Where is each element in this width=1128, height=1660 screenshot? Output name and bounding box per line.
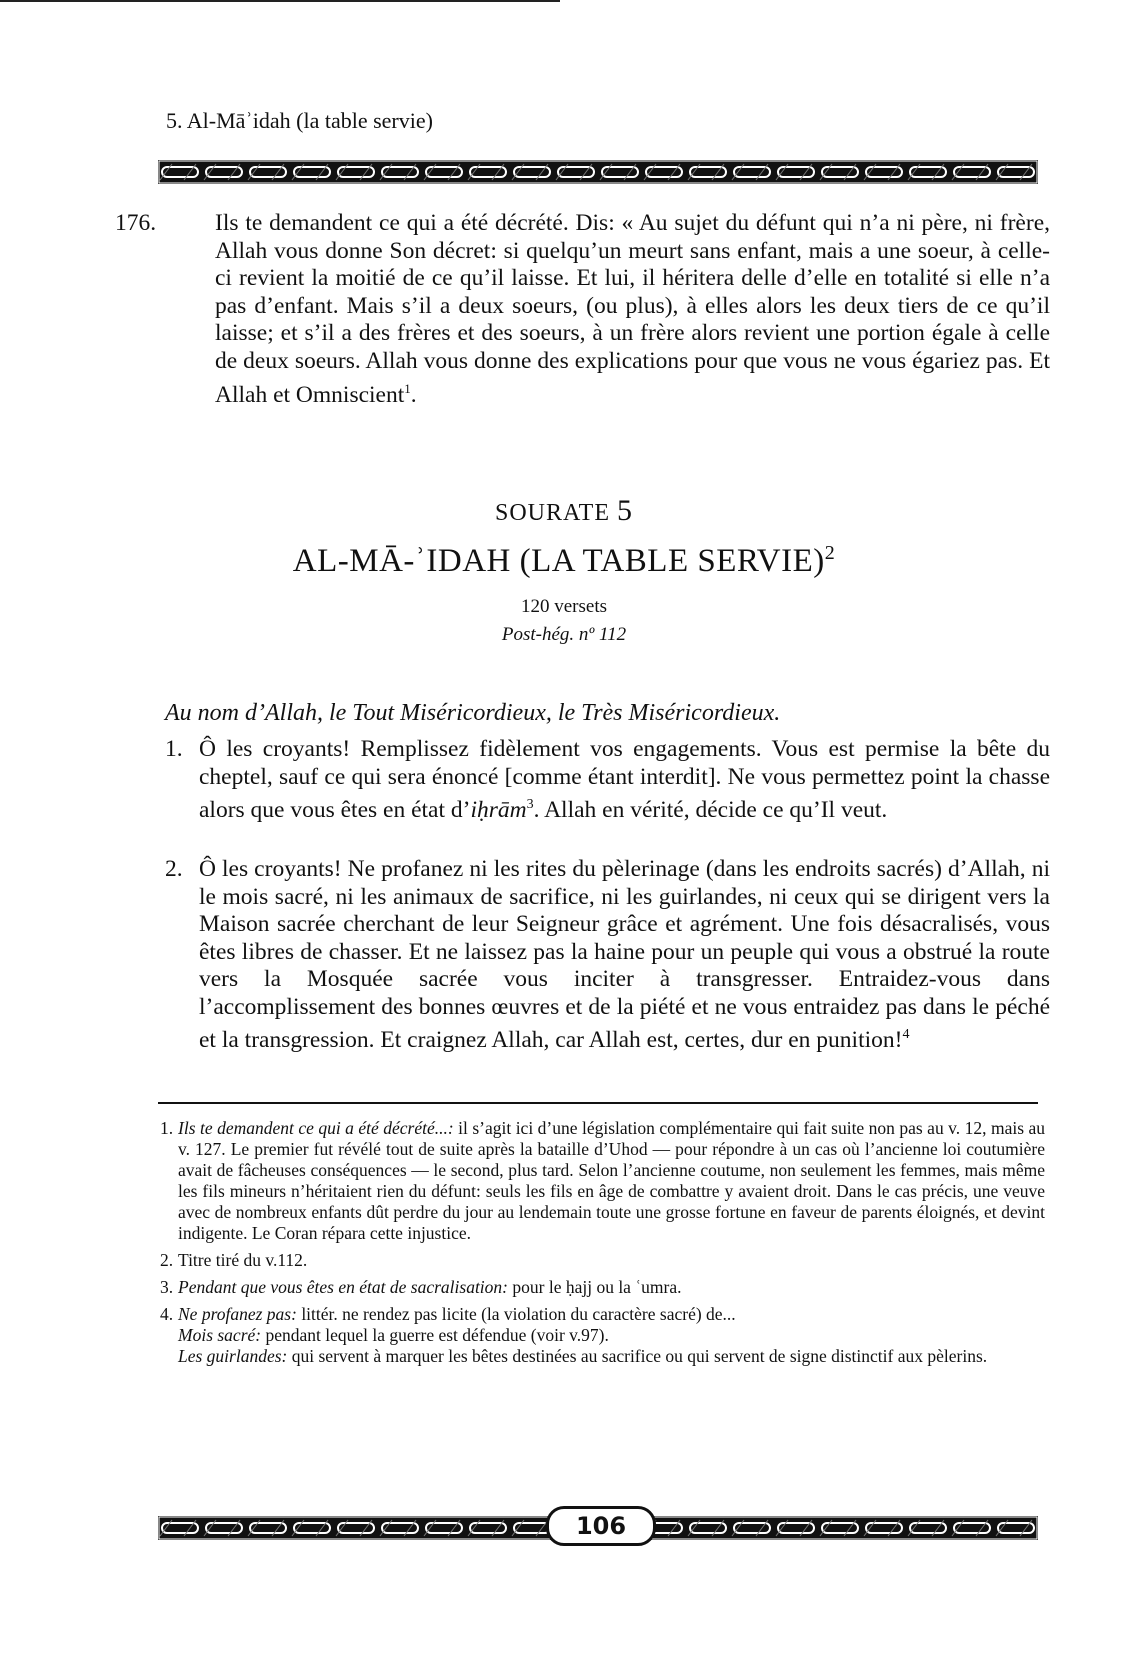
footnote-lemma: Les guirlandes: [178,1346,288,1366]
footnote-separator [158,1102,1038,1104]
footnote-text: littér. ne rendez pas licite (la violation du caractère sacré) de... [296,1304,736,1324]
footnote-lemma: Ne profanez pas: [178,1304,297,1324]
footnote-text: il s’agit ici d’une législation complémentaire qui fait suite non pas au v. 12, mais au v. 127. Le premier fut révélé tout de suite après la bataille d’Uhod — pour répondre à un cas où l’ancienne loi coutumière avait de fâcheuses conséquences — le second, plus tard. Selon l’ancienne coutume, non seulement les femmes, mais même les fils mineurs n’héritaient rien du défunt: seuls les fils en âge de combattre y avaient droit. Dans le cas précis, une veuve avec de nombreux enfants dût perdre du jour au lendemain toute une grosse fortune en faveur de parents éloignés, et devint indigente. Le Coran répara cette injustice. [178,1118,1045,1243]
footnote-3 [160,1277,1045,1298]
page-number-badge [546,1506,656,1546]
footnote-4 [160,1304,1045,1367]
basmala: Au nom d’Allah, le Tout Miséricordieux, le Très Miséricordieux. [165,700,781,726]
sourate-heading [0,494,1128,528]
page-number: 106 [575,1512,627,1540]
footnote-lemma: Pendant que vous êtes en état de sacralisation: [178,1277,508,1297]
footnote-ref[interactable]: 1 [404,381,411,396]
verse-count: 120 versets [520,596,607,617]
verse-italic-term: iḥrām [470,796,527,823]
verse-number: 2. [165,856,183,882]
verse-text: Ils te demandent ce qui a été décrété. Dis: « Au sujet du défunt qui n’a ni père, ni frère, Allah vous donne Son décret: si quelqu’un meurt sans enfant, mais a une soeur, à celle-ci revient la moitié de ce qu’il laisse. Et lui, il héritera delle d’elle en totalité si elle n’a pas d’enfant. Mais s’il a deux soeurs, (ou plus), à elles alors les deux tiers de ce qu’il laisse; et s’il a des frères et des soeurs, à un frère alors revient une portion égale à celle de deux soeurs. Allah vous donne des explications pour que vous ne vous égariez pas. Et Allah et Omniscient [215,210,1050,408]
running-header: 5. Al-Māʾidah (la table servie) [166,108,433,133]
sourate-number: 5 [617,494,633,527]
verse-1 [165,736,1050,824]
verse-text-end: . Allah en vérité, décide ce qu’Il veut. [533,796,888,823]
revelation-period: Post-hég. nº 112 [501,624,627,645]
footnote-text: qui servent à marquer les bêtes destinées au sacrifice ou qui servent de signe distinctif aux pèlerins. [287,1346,988,1366]
verse-text: Ô les croyants! Remplissez fidèlement vos engagements. Vous est permise la bête du cheptel, sauf ce qui sera énoncé [comme étant interdit]. Ne vous permettez point la chasse alors que vous êtes en état d’ [199,736,1050,823]
verse-number: 1. [165,736,183,762]
footnote-number: 2. [160,1250,174,1270]
verse-end: . [410,381,417,408]
ornamental-band-top [158,160,1038,184]
footnotes [160,1118,1045,1373]
sourate-label: SOURATE [494,500,610,526]
footnote-2 [160,1250,1045,1271]
footnote-lemma: Mois sacré: [178,1325,262,1345]
footnote-text: pendant lequel la guerre est défendue (voir v.97). [261,1325,609,1345]
footnote-number: 1. [160,1118,174,1138]
footnote-ref[interactable]: 4 [902,1027,910,1042]
title-footnote-ref[interactable]: 2 [824,542,836,564]
top-edge-line [0,0,560,2]
verse-176 [115,210,1050,409]
footnote-subentry [178,1346,1045,1367]
verse-number: 176. [115,210,157,236]
verse-2 [165,856,1050,1054]
footnote-lemma: Ils te demandent ce qui a été décrété...: [178,1118,454,1138]
sourate-title [0,542,1128,580]
footnote-text: pour le ḥajj ou la ʿumra. [508,1277,682,1297]
footnote-1 [160,1118,1045,1244]
verse-text: Ô les croyants! Ne profanez ni les rites du pèlerinage (dans les endroits sacrés) d’Allah, ni le mois sacré, ni les animaux de sacrifice, ni les guirlandes, ni ceux qui se dirigent vers la Maison sacrée cherchant de leur Seigneur grâce et agrément. Une fois désacralisés, vous êtes libres de chasser. Et ne laissez pas la haine pour un peuple qui vous a obstrué la route vers la Mosquée sacrée vous inciter à transgresser. Entraidez-vous dans l’accomplissement des bonnes œuvres et de la piété et ne vous entraidez pas dans le péché et la transgression. Et craignez Allah, car Allah est, certes, dur en punition! [199,856,1050,1053]
footnote-number: 3. [160,1277,174,1297]
footnote-text: Titre tiré du v.112. [178,1250,308,1270]
footnote-subentry [178,1325,1045,1346]
chain-ornament-icon [158,160,1038,184]
footnote-ref[interactable]: 3 [526,797,534,812]
sourate-title-text: AL-MĀ-ʾIDAH (LA TABLE SERVIE) [292,543,825,579]
footnote-number: 4. [160,1304,174,1324]
